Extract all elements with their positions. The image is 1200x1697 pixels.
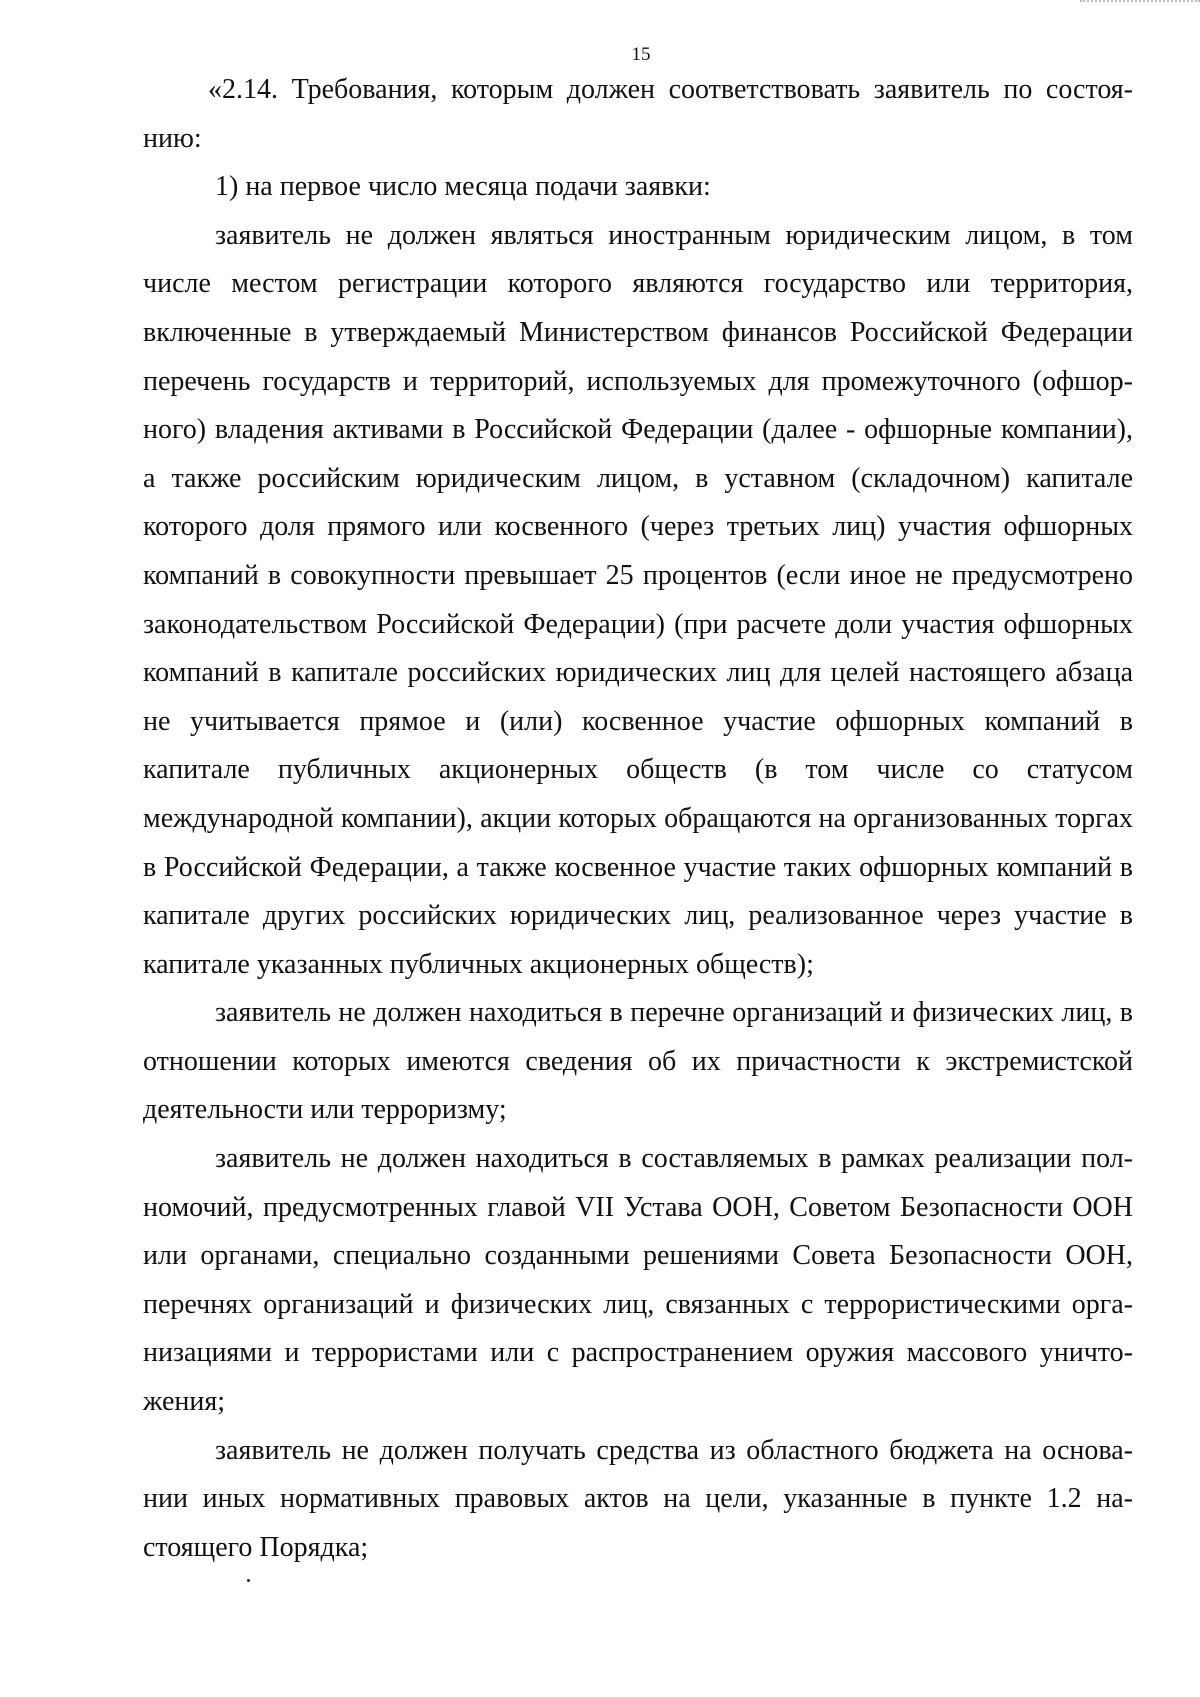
page-number: 15 xyxy=(631,44,651,65)
paragraph-subitem-1: 1) на первое число месяца подачи заявки: xyxy=(215,171,711,203)
paragraph-offshore-requirement: заявитель не должен являться иностранным юридическим лицом, в том числе местом регистрации которого являются государство или территория, включенные в утверждаемый Министерством финансов Российской Федерации перечень государств и территорий, используемых для промежуточного (офшорного) владения активами в Российской Федерации (далее - офшорные компании), а также российским юридическим лицом, в уставном (складочном) капитале которого доля прямого или косвенного (через третьих лиц) участия офшорных компаний в совокупности превышает 25 процентов (если иное не предусмотрено законодательством Российской Федерации) (при расчете доли участия офшорных компаний в капитале российских юридических лиц для целей настоящего абзаца не учитывается прямое и (или) косвенное участие офшорных компаний в капитале публичных акционерных обществ (в том числе со статусом международной компании), акции которых обращаются на организованных торгах в Российской Федерации, а также косвенное участие таких офшорных компаний в капитале других российских юридических лиц, реализованное через участие в капитале указанных публичных акционерных обществ); xyxy=(143,219,1133,980)
paragraph-section-heading: «2.14. Требования, которым должен соответствовать заявитель по состоянию: xyxy=(143,74,1133,154)
paragraph-extremism-list: заявитель не должен находиться в перечне организаций и физических лиц, в отношении которых имеются сведения об их причастности к экстремистской деятельности или терроризму; xyxy=(143,997,1133,1126)
document-body xyxy=(143,66,1133,1572)
paragraph-un-sanctions-list: заявитель не должен находиться в составляемых в рамках реализации полномочий, предусмотренных главой VII Устава ООН, Советом Безопасности ООН или органами, специально созданными решениями Совета Безопасности ООН, перечнях организаций и физических лиц, связанных с террористическими организациями и террористами или с распространением оружия массового уничтожения; xyxy=(143,1143,1133,1418)
scan-edge-mark xyxy=(1080,0,1200,7)
scan-speck xyxy=(247,1579,250,1582)
paragraph-budget-funds: заявитель не должен получать средства из областного бюджета на основании иных нормативных правовых актов на цели, указанные в пункте 1.2 настоящего Порядка; xyxy=(143,1434,1133,1563)
